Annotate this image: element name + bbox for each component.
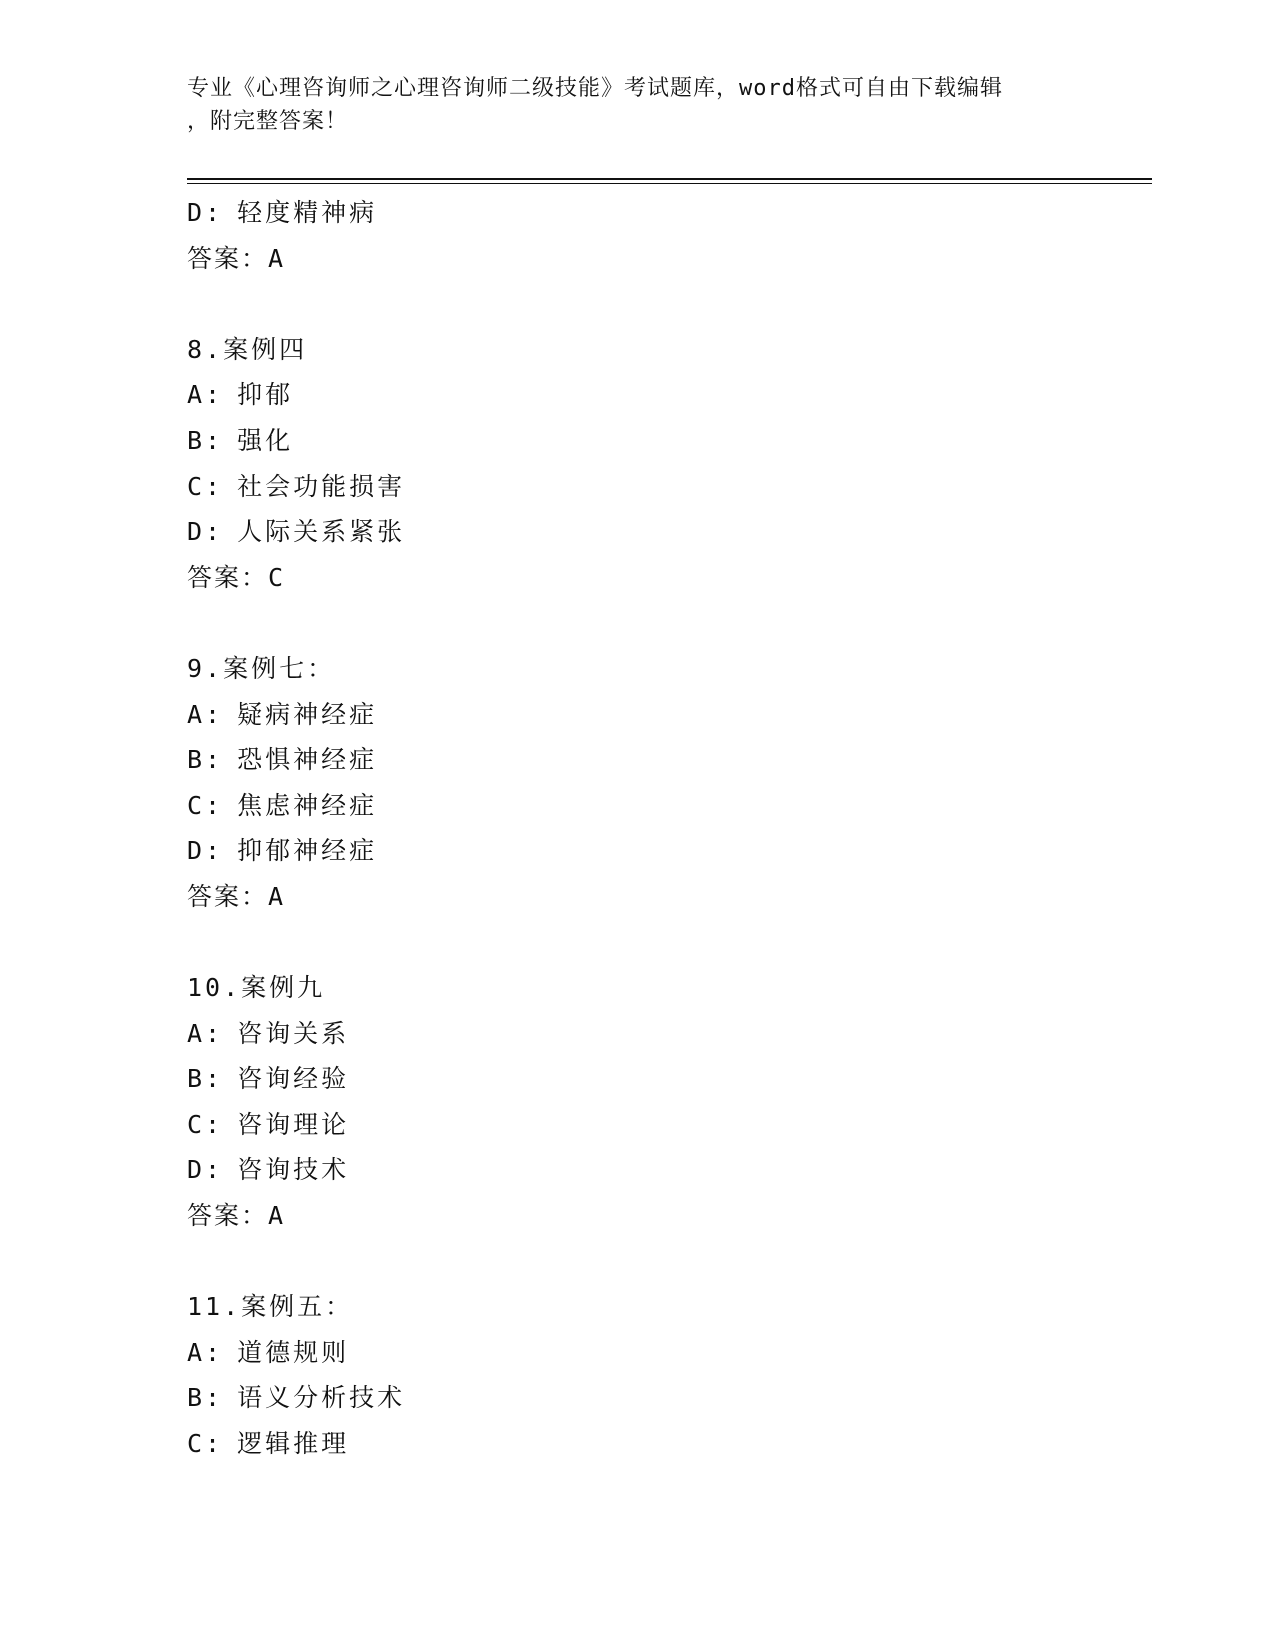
- spacer: [187, 600, 405, 646]
- question-number: 10.: [187, 973, 242, 1003]
- question-list: [187, 190, 405, 1467]
- header-divider-thin: [187, 183, 1152, 184]
- answer-value: A: [268, 1201, 287, 1231]
- question-text: 案例四: [223, 334, 308, 364]
- option-text: 逻辑推理: [237, 1429, 350, 1459]
- spacer: [187, 920, 405, 966]
- answer-value: A: [268, 881, 287, 911]
- option-letter: D:: [187, 836, 224, 866]
- option-text: 咨询技术: [237, 1155, 350, 1185]
- option-letter: B:: [187, 1383, 224, 1413]
- document-header: [187, 72, 1087, 138]
- option-c: [187, 1102, 405, 1148]
- spacer: [187, 1239, 405, 1285]
- option-text: 恐惧神经症: [237, 745, 378, 775]
- option-text: 人际关系紧张: [237, 517, 406, 547]
- option-text: 咨询关系: [237, 1018, 350, 1048]
- option-text: 疑病神经症: [237, 699, 378, 729]
- answer-label: 答案：: [187, 243, 269, 273]
- option-letter: C:: [187, 471, 224, 501]
- spacer: [187, 281, 405, 327]
- option-c: [187, 464, 405, 510]
- option-text: 焦虑神经症: [237, 790, 378, 820]
- question-text: 案例五：: [241, 1292, 354, 1322]
- header-line-2: ，附完整答案！: [187, 109, 349, 134]
- option-letter: A:: [187, 699, 224, 729]
- option-letter: C:: [187, 790, 224, 820]
- option-text: 道德规则: [237, 1337, 350, 1367]
- option-b: [187, 1056, 405, 1102]
- option-letter: C:: [187, 1429, 224, 1459]
- question-number: 9.: [187, 653, 224, 683]
- option-letter: C:: [187, 1109, 224, 1139]
- question-text: 案例七：: [223, 653, 336, 683]
- header-divider-thick: [187, 178, 1152, 180]
- answer-value: A: [268, 243, 287, 273]
- option-text: 抑郁: [237, 380, 294, 410]
- option-text: 语义分析技术: [237, 1383, 406, 1413]
- option-letter: D:: [187, 517, 224, 547]
- option-text: 咨询理论: [237, 1109, 350, 1139]
- option-letter: D:: [187, 198, 224, 227]
- option-a: [187, 372, 405, 418]
- option-letter: A:: [187, 1018, 224, 1048]
- answer-line: [187, 874, 405, 920]
- option-b: [187, 418, 405, 464]
- question-title: [187, 965, 405, 1011]
- option-a: [187, 1330, 405, 1376]
- option-a: [187, 1011, 405, 1057]
- option-d: [187, 509, 405, 555]
- answer-value: C: [268, 562, 287, 592]
- option-d: [187, 190, 405, 236]
- option-text: 抑郁神经症: [237, 836, 378, 866]
- answer-label: 答案：: [187, 562, 269, 592]
- option-c: [187, 783, 405, 829]
- answer-line: [187, 555, 405, 601]
- answer-line: [187, 1193, 405, 1239]
- answer-line: [187, 236, 405, 282]
- option-a: [187, 692, 405, 738]
- header-line-1: 专业《心理咨询师之心理咨询师二级技能》考试题库，word格式可自由下载编辑: [187, 76, 1003, 101]
- answer-label: 答案：: [187, 881, 269, 911]
- option-b: [187, 1375, 405, 1421]
- option-d: [187, 828, 405, 874]
- question-number: 8.: [187, 334, 224, 364]
- answer-label: 答案：: [187, 1201, 269, 1231]
- option-letter: B:: [187, 1064, 224, 1094]
- question-title: [187, 646, 405, 692]
- option-text: 咨询经验: [237, 1064, 350, 1094]
- option-letter: A:: [187, 1337, 224, 1367]
- option-letter: B:: [187, 425, 224, 455]
- option-letter: D:: [187, 1155, 224, 1185]
- option-d: [187, 1147, 405, 1193]
- question-text: 案例九: [241, 973, 326, 1003]
- option-c: [187, 1421, 405, 1467]
- option-text: 轻度精神病: [237, 198, 378, 227]
- question-title: [187, 1284, 405, 1330]
- option-letter: B:: [187, 745, 224, 775]
- question-number: 11.: [187, 1292, 242, 1322]
- question-title: [187, 327, 405, 373]
- option-b: [187, 737, 405, 783]
- option-text: 社会功能损害: [237, 471, 406, 501]
- option-text: 强化: [237, 425, 294, 455]
- option-letter: A:: [187, 380, 224, 410]
